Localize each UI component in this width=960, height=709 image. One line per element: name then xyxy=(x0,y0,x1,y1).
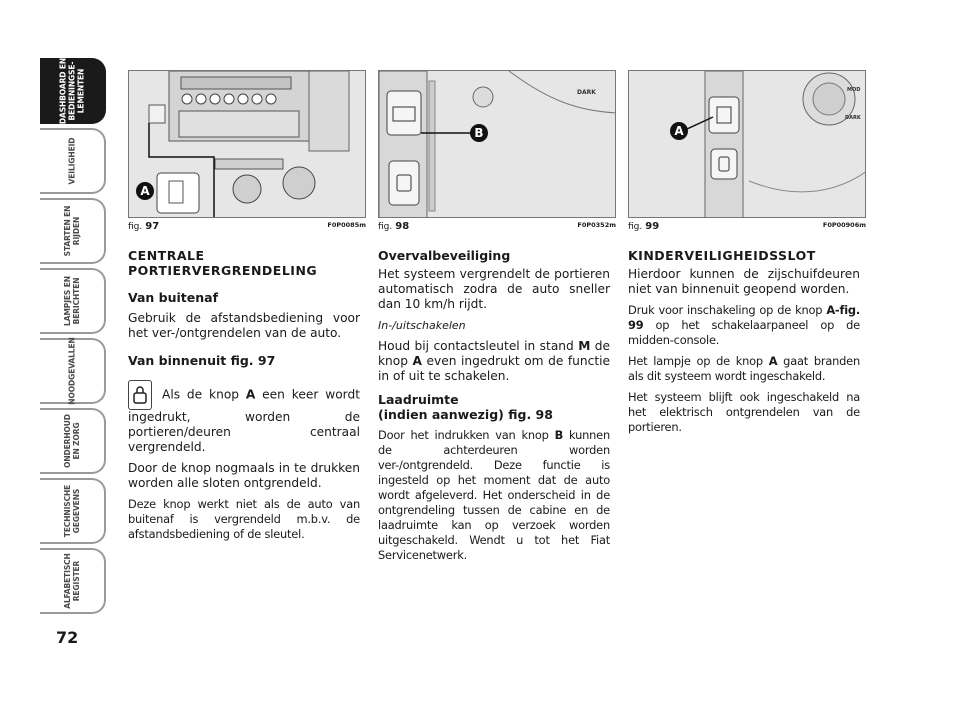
paragraph xyxy=(378,428,610,563)
dark-label: DARK xyxy=(845,115,861,121)
text-run: Druk voor inschakeling op de knop xyxy=(628,303,827,317)
column-1 xyxy=(128,244,360,548)
mod-label: MOD xyxy=(847,87,861,93)
text-run: gaat branden als dit systeem wordt ingeschakeld. xyxy=(628,354,861,383)
text-run: een keer wordt ingedrukt, worden de portieren/deuren centraal vergrendeld. xyxy=(128,387,360,454)
tab-register[interactable] xyxy=(40,548,106,614)
text-run: Houd bij contactsleutel in stand xyxy=(378,339,579,353)
fig-code: F0P0352m xyxy=(577,221,616,229)
lock-icon xyxy=(128,380,152,410)
paragraph xyxy=(628,354,860,384)
section-heading: CENTRALE xyxy=(128,248,205,263)
tab-noodgevallen[interactable] xyxy=(40,338,106,404)
tab-label: VEILIGHEID xyxy=(67,137,77,185)
figure-99 xyxy=(628,70,866,218)
paragraph xyxy=(628,303,860,348)
text-run: A-fig. 99 xyxy=(628,303,860,332)
tab-onderhoud[interactable] xyxy=(40,408,106,474)
paragraph: Hierdoor kunnen de zijschuifdeuren niet van binnenuit geopend worden. xyxy=(628,267,860,296)
text-run: even ingedrukt om de functie in of uit te schakelen. xyxy=(378,354,610,383)
fig-code: F0P0085m xyxy=(327,221,366,229)
child-lock-illustration xyxy=(629,71,866,218)
paragraph: Gebruik de afstandsbediening voor het ver-/ontgrendelen van de auto. xyxy=(128,311,360,340)
section-heading: Laadruimte xyxy=(378,392,459,407)
text-run: op het schakelaarpaneel op de midden-console. xyxy=(628,318,860,347)
fig-number: 99 xyxy=(645,221,660,232)
tab-label: DASHBOARD EN BEDIENINGSE- LEMENTEN xyxy=(58,57,86,125)
figure-caption xyxy=(628,221,866,232)
tab-label: STARTEN EN RIJDEN xyxy=(63,205,81,257)
fig-number: 97 xyxy=(145,221,160,232)
fig-label: fig. xyxy=(128,222,143,232)
figure-marker: A xyxy=(140,184,150,198)
fig-code: F0P00906m xyxy=(822,221,866,229)
tab-starten[interactable] xyxy=(40,198,106,264)
text-run: A xyxy=(245,387,256,402)
dark-label: DARK xyxy=(577,89,596,96)
paragraph: Het systeem vergrendelt de portieren automatisch zodra de auto sneller dan 10 km/h rijdt. xyxy=(378,267,610,311)
fig-label: fig. xyxy=(628,222,643,232)
figure-97 xyxy=(128,70,366,218)
tab-label: ALFABETISCH REGISTER xyxy=(63,553,81,609)
text-run: Het lampje op de knop xyxy=(628,354,769,368)
section-heading: PORTIERVERGRENDELING xyxy=(128,263,318,278)
figure-caption xyxy=(378,221,616,232)
subheading: Van buitenaf xyxy=(128,290,219,305)
text-run: de knop xyxy=(378,339,611,368)
tab-label: NOODGEVALLEN xyxy=(67,337,77,405)
paragraph: Door de knop nogmaals in te drukken worden alle sloten ontgrendeld. xyxy=(128,461,360,490)
figure-98 xyxy=(378,70,616,218)
tab-label: LAMPJES EN BERICHTEN xyxy=(63,276,81,326)
text-run: kunnen de achterdeuren worden ver-/ontgrendeld. Deze functie is ingesteld op het moment dat de auto wordt afgeleverd. Het onderscheid in de ontgrendeling tussen de cabine en de laadruimte kan op verzoek worden uitgeschakeld. Wendt u tot het Fiat Servicenetwerk. xyxy=(378,428,610,562)
paragraph xyxy=(378,339,610,384)
figure-caption xyxy=(128,221,366,232)
tab-label: ONDERHOUD EN ZORG xyxy=(63,414,81,468)
dashboard-illustration xyxy=(129,71,366,218)
text-run: B xyxy=(554,428,564,442)
paragraph xyxy=(128,380,360,455)
tab-dashboard[interactable] xyxy=(40,58,106,124)
tab-technische[interactable] xyxy=(40,478,106,544)
text-run: Als de knop xyxy=(162,387,246,402)
text-run: A xyxy=(768,354,778,368)
tab-label: TECHNISCHE GEGEVENS xyxy=(63,484,81,538)
paragraph: Het systeem blijft ook ingeschakeld na het elektrisch ontgrendelen van de portieren. xyxy=(628,390,860,434)
section-heading: (indien aanwezig) fig. 98 xyxy=(378,407,553,422)
italic-subheading: In-/uitschakelen xyxy=(378,319,466,332)
figure-marker: B xyxy=(474,126,484,140)
column-3 xyxy=(628,244,860,441)
section-heading: KINDERVEILIGHEIDSSLOT xyxy=(628,248,816,263)
text-run: A xyxy=(412,354,422,368)
subheading: Van binnenuit fig. 97 xyxy=(128,353,276,368)
column-2 xyxy=(378,244,610,569)
fig-number: 98 xyxy=(395,221,410,232)
section-heading: Overvalbeveiliging xyxy=(378,248,511,263)
fig-label: fig. xyxy=(378,222,393,232)
paragraph: Deze knop werkt niet als de auto van buitenaf is vergrendeld m.b.v. de afstandsbediening of de sleutel. xyxy=(128,497,360,541)
text-run: M xyxy=(578,339,591,353)
figure-marker: A xyxy=(674,124,684,138)
text-run: Door het indrukken van knop xyxy=(378,428,555,442)
tab-lampjes[interactable] xyxy=(40,268,106,334)
tab-veiligheid[interactable] xyxy=(40,128,106,194)
page-number: 72 xyxy=(56,628,79,647)
